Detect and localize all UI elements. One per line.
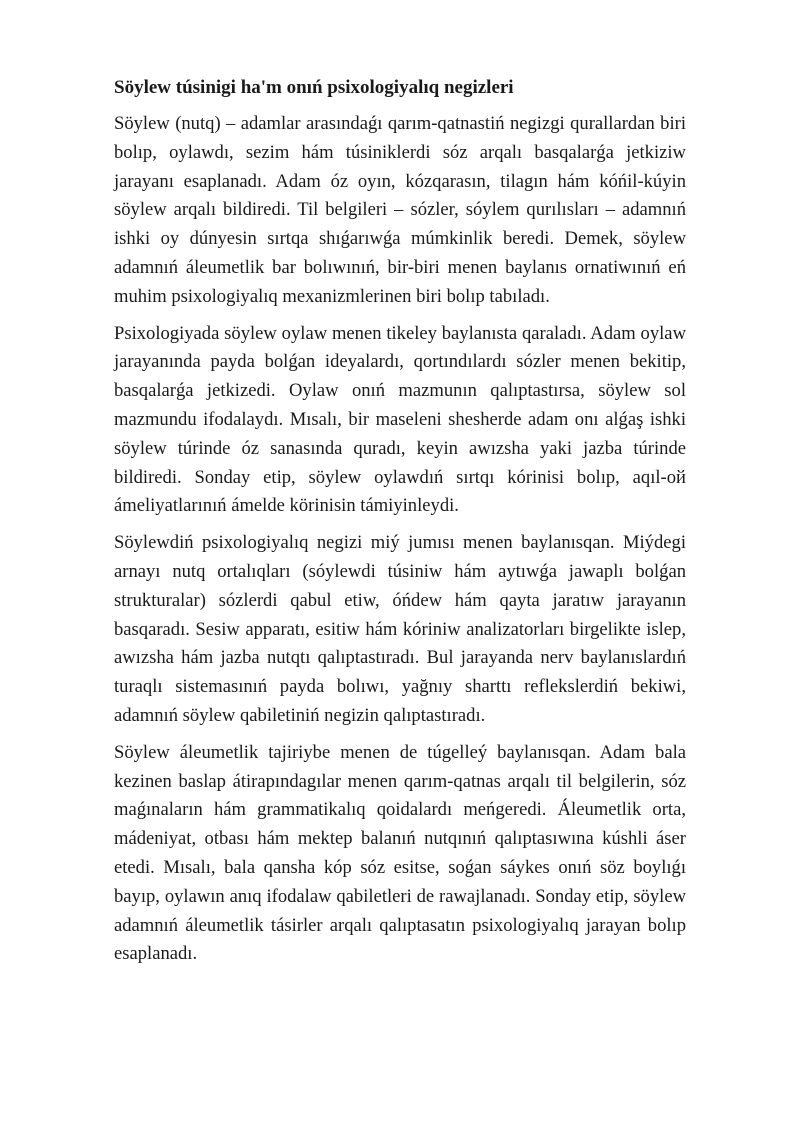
document-page	[114, 74, 686, 977]
paragraph-4: Söylew áleumetlik tajiriybe menen de túgelleý baylanısqan. Adam bala kezinen baslap átirapındagılar menen qarım-qatnas arqalı til belgilerin, sóz maǵınaların hám grammatikalıq qoidalardı meńgeredi. Áleumetlik orta, mádeniyat, otbası hám mektep balanıń nutqınıń qalıptasıwına kúshli áser etedi. Mısalı, bala qansha kóp sóz esitse, soǵan sáykes onıń söz boylıǵı bayıp, oylawın anıq ifodalaw qabiletleri de rawajlanadı. Sonday etip, söylew adamnıń áleumetlik tásirler arqalı qalıptasatın psixologiyalıq jarayan bolıp esaplanadı.	[114, 741, 686, 965]
paragraph-1: Söylew (nutq) – adamlar arasındaǵı qarım-qatnastiń negizgi qurallardan biri bolıp, oylawdı, sezim hám túsiniklerdi sóz arqalı basqalarǵa jetkiziw jarayanı esaplanadı. Adam óz oyın, kózqarasın, tilagın hám kóńil-kúyin söylew arqalı bildiredi. Til belgileri – sózler, sóylem qurılısları – adamnıń ishki oy dúnyesin sırtqa shıǵarıwǵa múmkinlik beredi. Demek, söylew adamnıń áleumetlik bar bolıwınıń, bir-biri menen baylanıs ornatiwınıń eń muhim psixologiyalıq mexanizmlerinen biri bolıp tabıladı.	[114, 113, 686, 307]
paragraph-3: Söylewdiń psixologiyalıq negizi miý jumısı menen baylanısqan. Miýdegi arnayı nutq ortalıqları (sóylewdi túsiniw hám aytıwǵa jawaplı bolǵan strukturalar) sózlerdi qabul etiw, óńdew hám qayta jaratıw jarayanın basqaradı. Sesiw apparatı, esitiw hám kóriniw analizatorları birgelikte islep, awızsha hám jazba nutqtı qalıptastıradı. Bul jarayanda nerv baylanıslardıń turaqlı sistemasınıń payda bolıwı, yağnıy sharttı reflekslerdiń bekiwi, adamnıń söylew qabiletiniń negizin qalıptastıradı.	[114, 532, 686, 726]
paragraph-2: Psixologiyada söylew oylaw menen tikeley baylanısta qaraladı. Adam oylaw jarayanında payda bolǵan ideyalardı, qortındılardı sózler menen bekitip, basqalarǵa jetkizedi. Oylaw onıń mazmunın qalıptastırsa, söylew sol mazmundu ifodalaydı. Mısalı, bir maseleni shesherde adam onı alǵaş ishki söylew túrinde óz sanasında quradı, keyin awızsha yaki jazba túrinde bildiredi. Sonday etip, söylew oylawdıń sırtqı kórinisi bolıp, aqıl-oй ámeliyatlarınıń ámelde körinisin támiyinleydi.	[114, 322, 686, 517]
document-title: Söylew túsinigi ha'm onıń psixologiyalıq negizleri	[114, 77, 514, 98]
